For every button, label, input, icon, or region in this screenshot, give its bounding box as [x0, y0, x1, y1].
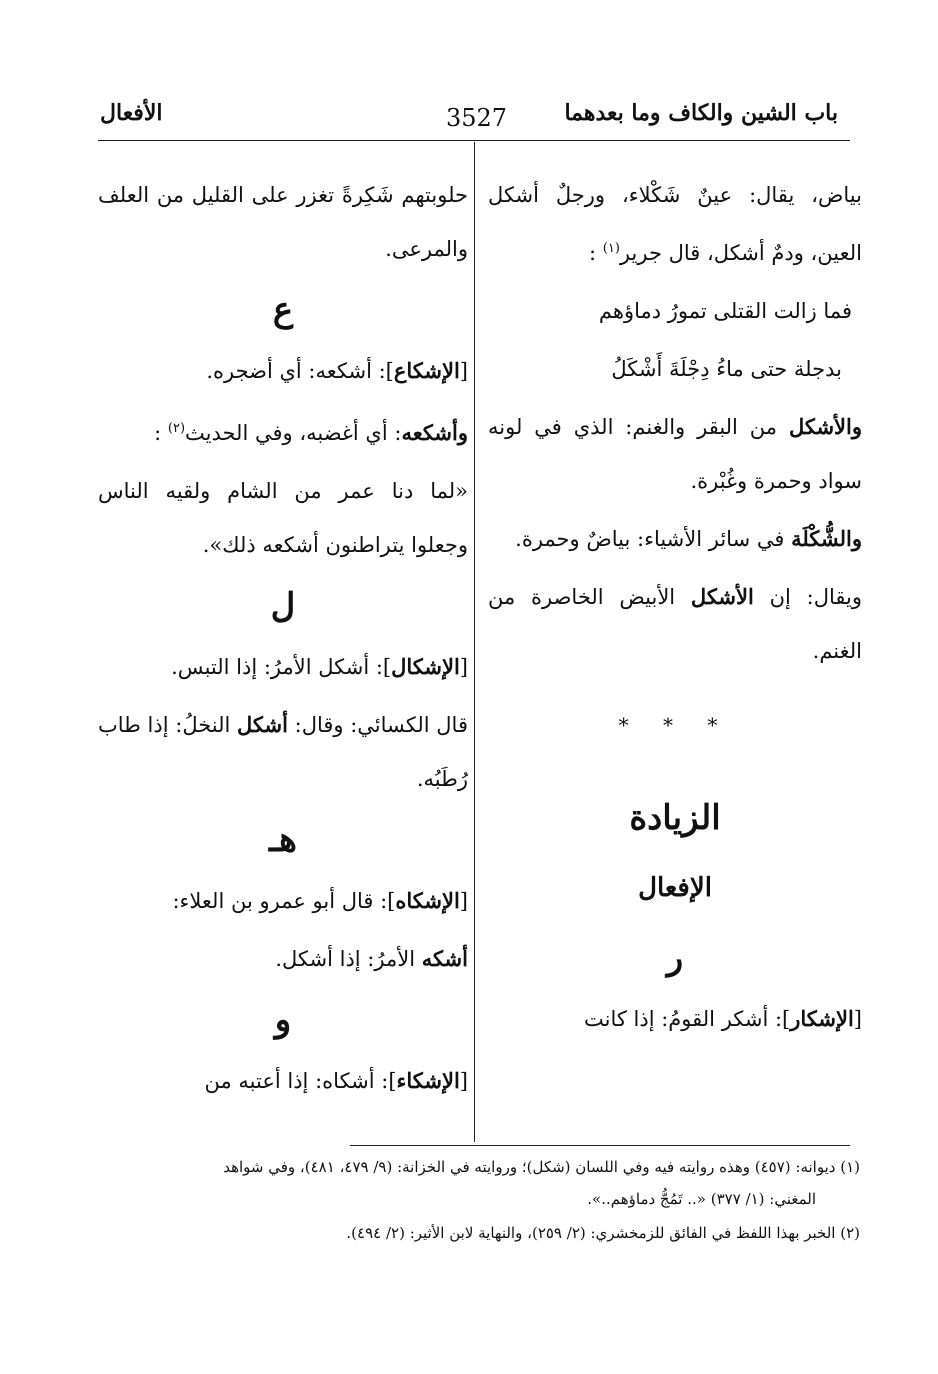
bracket: [	[459, 359, 468, 383]
headword: الإشكاه	[395, 888, 460, 913]
left-column	[98, 168, 468, 1112]
letter-heading-lam: ل	[270, 586, 296, 626]
footnote-1: (١) ديوانه: (٤٥٧) وهذه روايته فيه وفي اللسان (شكل)؛ وروايته في الخزانة: (٩/ ٤٧٩، ٤٨١)، وفي شواهد	[223, 1158, 860, 1176]
header-rule	[98, 140, 850, 141]
entry-text: بياض، يقال: عينٌ شَكْلاء، ورجلٌ أشكل العين، ودمٌ أشكل، قال جرير	[488, 183, 862, 265]
running-header-chapter: باب الشين والكاف وما بعدهما	[564, 100, 838, 126]
bracket: [	[853, 1007, 862, 1031]
entry-paragraph: «لما دنا عمر من الشام ولقيه الناس وجعلوا يتراطنون أشكعه ذلك».	[98, 479, 468, 557]
headword: وأشكعه	[401, 420, 468, 445]
entry-text: ]: أشكل الأمرُ: إذا التبس.	[171, 655, 392, 679]
entry-text: النخلُ: إذا طاب رُطَبُه.	[97, 713, 468, 791]
entry-paragraph	[98, 402, 468, 460]
footnote-marker: (٢)	[167, 421, 186, 436]
headword: والأشكل	[788, 414, 862, 439]
entry-text: ]: أشكعه: أي أضجره.	[206, 359, 394, 383]
letter-heading-ra: ر	[666, 938, 684, 978]
entry-text: ]: أشكاه: إذا أعتبه من	[204, 1069, 397, 1093]
entry-text: : أي أغضبه، وفي الحديث	[185, 421, 402, 445]
headword: أشكل	[237, 712, 288, 737]
entry-paragraph	[98, 344, 468, 398]
headword: الإشكال	[391, 654, 460, 679]
section-divider-stars: * * *	[618, 713, 732, 737]
page-number: 3527	[446, 104, 508, 132]
entry-paragraph	[98, 1054, 468, 1108]
footnote-marker: (١)	[602, 241, 620, 256]
letter-heading-waw: و	[274, 1000, 292, 1040]
headword: والشُّكْلَة	[791, 526, 862, 551]
entry-text: في سائر الأشياء: بياضٌ وحمرة.	[515, 527, 792, 551]
entry-paragraph	[488, 512, 862, 566]
entry-text: :	[154, 421, 162, 445]
entry-paragraph	[98, 932, 468, 986]
poem-verse-first: فما زالت القتلى تمورُ دماؤهم	[598, 299, 852, 323]
bracket: [	[459, 655, 468, 679]
headword: الإشكار	[790, 1006, 854, 1031]
headword: أشكه	[421, 946, 468, 971]
footnote-1-continued: المغني: (١/ ٣٧٧) «.. تَمُجُّ دماؤهم..».	[587, 1190, 816, 1208]
entry-text: قال الكسائي: وقال:	[287, 713, 468, 737]
footnote-2: (٢) الخبر بهذا اللفظ في الفائق للزمخشري: (٢/ ٢٥٩)، والنهاية لابن الأثير: (٢/ ٤٩٤).	[346, 1224, 860, 1242]
letter-heading-ha: هـ	[269, 820, 297, 860]
entry-text: الأمرُ: إذا أشكل.	[275, 947, 422, 971]
entry-text: من البقر والغنم: الذي في لونه سواد وحمرة وغُبْرة.	[488, 415, 862, 493]
entry-paragraph	[488, 400, 862, 508]
footnote-rule	[350, 1145, 850, 1146]
letter-heading-ayn: ع	[272, 290, 294, 330]
headword: الإشكاء	[396, 1068, 460, 1093]
entry-text: ويقال: إن	[753, 585, 863, 609]
right-column	[488, 168, 862, 1050]
entry-text: ]: أشكر القومُ: إذا كانت	[584, 1007, 791, 1031]
entry-paragraph	[98, 874, 468, 928]
section-heading: الزيادة	[629, 798, 721, 838]
bracket: [	[459, 889, 468, 913]
poem-verse-second: بدجلة حتى ماءُ دِجْلَةَ أَشْكَلُ	[611, 357, 842, 381]
entry-paragraph	[98, 640, 468, 694]
entry-paragraph	[488, 992, 862, 1046]
entry-text: ]: قال أبو عمرو بن العلاء:	[172, 889, 396, 913]
entry-paragraph	[98, 698, 468, 806]
subsection-heading: الإفعال	[638, 873, 712, 903]
entry-paragraph: حلوبتهم شَكِرةً تغزر على القليل من العلف والمرعى.	[98, 183, 468, 261]
headword: الإشكاع	[393, 358, 460, 383]
entry-paragraph	[488, 570, 862, 678]
column-separator	[474, 142, 475, 1142]
entry-text: الأبيض الخاصرة من الغنم.	[488, 585, 862, 663]
entry-text: :	[589, 241, 597, 265]
bracket: [	[459, 1069, 468, 1093]
entry-paragraph	[488, 168, 862, 280]
running-header-section: الأفعال	[100, 100, 163, 126]
headword: الأشكل	[690, 584, 754, 609]
